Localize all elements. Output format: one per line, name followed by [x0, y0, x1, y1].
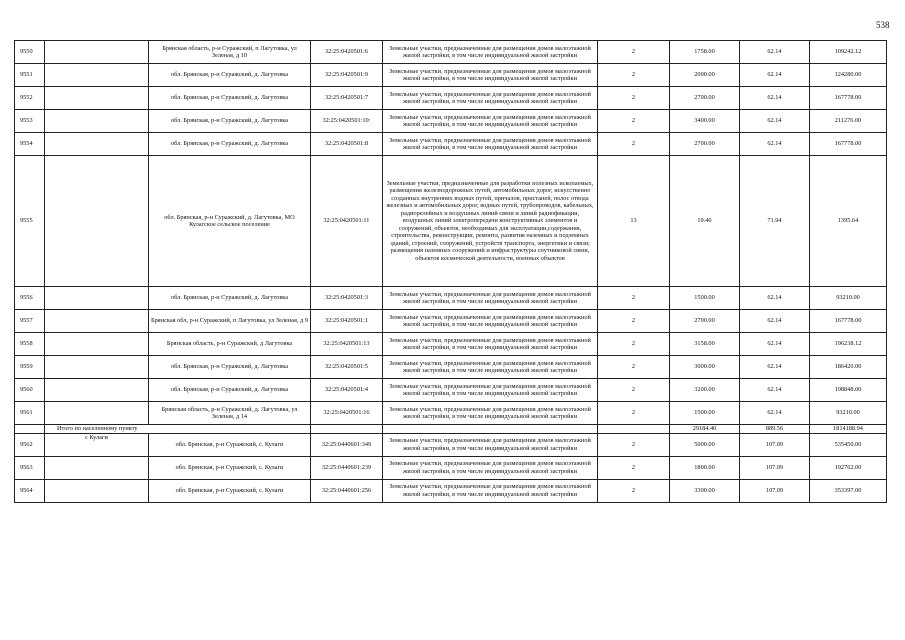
cadastral-number-cell: 32:25:0420501:5: [311, 356, 383, 379]
specific-value-cell: 62.14: [740, 110, 810, 133]
cadastral-number-cell: 32:25:0440601:239: [311, 456, 383, 479]
category-cell: 2: [598, 479, 670, 502]
cadastral-number-cell: 32:25:0420501:7: [311, 87, 383, 110]
land-register-table: [14, 40, 887, 503]
empty-cell: [45, 133, 149, 156]
table-row: [15, 456, 887, 479]
permitted-use-cell: Земельные участки, предназначенные для размещения домов малоэтажной жилой застройки, в том числе индивидуальной жилой застройки: [383, 87, 598, 110]
table-row: [15, 64, 887, 87]
area-cell: 2700.00: [670, 87, 740, 110]
permitted-use-cell: Земельные участки, предназначенные для размещения домов малоэтажной жилой застройки, в том числе индивидуальной жилой застройки: [383, 333, 598, 356]
category-cell: 2: [598, 356, 670, 379]
cadastral-number-cell: 32:25:0420501:16: [311, 402, 383, 425]
category-cell: 2: [598, 379, 670, 402]
row-number: 9551: [15, 64, 45, 87]
category-cell: 2: [598, 41, 670, 64]
row-number: 9560: [15, 379, 45, 402]
empty-cell: [45, 110, 149, 133]
specific-value-cell: 62.14: [740, 64, 810, 87]
category-cell: 2: [598, 456, 670, 479]
address-cell: Брянская обл, р-н Суражский, п Лагутовка, ул Зеленая, д 9: [149, 310, 311, 333]
cadastral-value-cell: 93210.00: [810, 402, 887, 425]
table-row: [15, 310, 887, 333]
address-cell: обл. Брянская, р-н Суражский, д. Лагутовка: [149, 287, 311, 310]
table-row: [15, 433, 887, 456]
permitted-use-cell: Земельные участки, предназначенные для размещения домов малоэтажной жилой застройки, в том числе индивидуальной жилой застройки: [383, 64, 598, 87]
cadastral-number-cell: 32:25:0420501:8: [311, 133, 383, 156]
table-row: [15, 133, 887, 156]
cadastral-value-cell: 535450.00: [810, 433, 887, 456]
area-cell: 2000.00: [670, 64, 740, 87]
cadastral-value-cell: 109242.12: [810, 41, 887, 64]
area-cell: 5000.00: [670, 433, 740, 456]
empty-cell: [311, 425, 383, 434]
cadastral-value-cell: 211276.00: [810, 110, 887, 133]
row-number: 9550: [15, 41, 45, 64]
table-row: [15, 479, 887, 502]
permitted-use-cell: Земельные участки, предназначенные для размещения домов малоэтажной жилой застройки, в том числе индивидуальной жилой застройки: [383, 133, 598, 156]
permitted-use-cell: Земельные участки, предназначенные для размещения домов малоэтажной жилой застройки, в том числе индивидуальной жилой застройки: [383, 356, 598, 379]
row-number: 9561: [15, 402, 45, 425]
total-rate: 889.56: [740, 425, 810, 434]
row-number: 9564: [15, 479, 45, 502]
cadastral-value-cell: 167778.00: [810, 133, 887, 156]
cadastral-number-cell: 32:25:0420501:3: [311, 287, 383, 310]
address-cell: обл. Брянская, р-н Суражский, д. Лагутовка: [149, 87, 311, 110]
row-number: 9555: [15, 156, 45, 287]
permitted-use-cell: Земельные участки, предназначенные для размещения домов малоэтажной жилой застройки, в том числе индивидуальной жилой застройки: [383, 110, 598, 133]
permitted-use-cell: Земельные участки, предназначенные для размещения домов малоэтажной жилой застройки, в том числе индивидуальной жилой застройки: [383, 456, 598, 479]
specific-value-cell: 62.14: [740, 87, 810, 110]
row-number: 9557: [15, 310, 45, 333]
empty-cell: [45, 402, 149, 425]
area-cell: 3000.00: [670, 356, 740, 379]
address-cell: обл. Брянская, р-н Суражский, с. Кулаги: [149, 433, 311, 456]
empty-cell: [45, 379, 149, 402]
address-cell: обл. Брянская, р-н Суражский, д. Лагутовка: [149, 379, 311, 402]
address-cell: Брянская область, р-н Суражский, д Лагутовка: [149, 333, 311, 356]
cadastral-value-cell: 353397.00: [810, 479, 887, 502]
specific-value-cell: 71.94: [740, 156, 810, 287]
row-number: 9554: [15, 133, 45, 156]
cadastral-value-cell: 93210.00: [810, 287, 887, 310]
specific-value-cell: 62.14: [740, 287, 810, 310]
specific-value-cell: 62.14: [740, 41, 810, 64]
area-cell: 2700.00: [670, 310, 740, 333]
area-cell: 2700.00: [670, 133, 740, 156]
row-number: 9553: [15, 110, 45, 133]
empty-cell: [45, 156, 149, 287]
category-cell: 2: [598, 402, 670, 425]
cadastral-number-cell: 32:25:0420501:6: [311, 41, 383, 64]
area-cell: 1758.00: [670, 41, 740, 64]
cadastral-number-cell: 32:25:0420501:10:: [311, 110, 383, 133]
empty-cell: [15, 425, 45, 434]
table-row: [15, 379, 887, 402]
permitted-use-cell: Земельные участки, предназначенные для размещения домов малоэтажной жилой застройки, в том числе индивидуальной жилой застройки: [383, 402, 598, 425]
category-cell: 2: [598, 310, 670, 333]
cadastral-number-cell: 32:25:0440601:256: [311, 479, 383, 502]
specific-value-cell: 107.09: [740, 479, 810, 502]
category-cell: 13: [598, 156, 670, 287]
specific-value-cell: 62.14: [740, 333, 810, 356]
area-cell: 3300.00: [670, 479, 740, 502]
category-cell: 2: [598, 64, 670, 87]
category-cell: 2: [598, 133, 670, 156]
table-row: [15, 287, 887, 310]
empty-cell: [45, 333, 149, 356]
section-title: с Кулаги: [85, 433, 108, 441]
address-cell: обл. Брянская, р-н Суражский, с. Кулаги: [149, 456, 311, 479]
permitted-use-cell: Земельные участки, предназначенные для размещения домов малоэтажной жилой застройки, в том числе индивидуальной жилой застройки: [383, 287, 598, 310]
area-cell: 1800.00: [670, 456, 740, 479]
cadastral-value-cell: 186420.00: [810, 356, 887, 379]
row-number: 9559: [15, 356, 45, 379]
section-title-cell: [45, 433, 149, 456]
table-row: [15, 41, 887, 64]
address-cell: Брянская область, р-н Суражский, д. Лагутовка, ул Зеленая, д 14: [149, 402, 311, 425]
empty-cell: [45, 310, 149, 333]
address-cell: обл. Брянская, р-н Суражский, д. Лагутовка: [149, 356, 311, 379]
table-row: [15, 87, 887, 110]
total-row: [15, 425, 887, 434]
specific-value-cell: 62.14: [740, 356, 810, 379]
row-number: 9552: [15, 87, 45, 110]
specific-value-cell: 107.09: [740, 433, 810, 456]
table-row: [15, 156, 887, 287]
empty-cell: [45, 64, 149, 87]
area-cell: 1500.00: [670, 287, 740, 310]
area-cell: 1500.00: [670, 402, 740, 425]
permitted-use-cell: Земельные участки, предназначенные для размещения домов малоэтажной жилой застройки, в том числе индивидуальной жилой застройки: [383, 41, 598, 64]
empty-cell: [45, 479, 149, 502]
table-row: [15, 402, 887, 425]
empty-cell: [45, 356, 149, 379]
category-cell: 2: [598, 287, 670, 310]
category-cell: 2: [598, 110, 670, 133]
specific-value-cell: 62.14: [740, 133, 810, 156]
permitted-use-cell: Земельные участки, предназначенные для размещения домов малоэтажной жилой застройки, в том числе индивидуальной жилой застройки: [383, 310, 598, 333]
address-cell: обл. Брянская, р-н Суражский, д. Лагутовка: [149, 110, 311, 133]
area-cell: 3400.00: [670, 110, 740, 133]
permitted-use-cell: Земельные участки, предназначенные для размещения домов малоэтажной жилой застройки, в том числе индивидуальной жилой застройки: [383, 479, 598, 502]
empty-cell: [45, 87, 149, 110]
empty-cell: [45, 287, 149, 310]
cadastral-number-cell: 32:25:0420501:13: [311, 333, 383, 356]
cadastral-number-cell: 32:25:0420501:9: [311, 64, 383, 87]
specific-value-cell: 62.14: [740, 379, 810, 402]
category-cell: 2: [598, 333, 670, 356]
specific-value-cell: 62.14: [740, 402, 810, 425]
cadastral-value-cell: 192762.00: [810, 456, 887, 479]
row-number: 9556: [15, 287, 45, 310]
row-number: 9558: [15, 333, 45, 356]
page-number: 538: [876, 20, 890, 30]
address-cell: обл. Брянская, р-н Суражский, с. Кулаги: [149, 479, 311, 502]
specific-value-cell: 107.09: [740, 456, 810, 479]
table-row: [15, 110, 887, 133]
row-number: 9562: [15, 433, 45, 456]
category-cell: 2: [598, 433, 670, 456]
permitted-use-cell: Земельные участки, предназначенные для размещения домов малоэтажной жилой застройки, в том числе индивидуальной жилой застройки: [383, 433, 598, 456]
category-cell: 2: [598, 87, 670, 110]
cadastral-number-cell: 32:25:0420501:1: [311, 310, 383, 333]
area-cell: 3158.00: [670, 333, 740, 356]
row-number: 9563: [15, 456, 45, 479]
total-cost: 1814188.94: [810, 425, 887, 434]
specific-value-cell: 62.14: [740, 310, 810, 333]
empty-cell: [45, 41, 149, 64]
total-area: 29184.40: [670, 425, 740, 434]
empty-cell: [45, 456, 149, 479]
address-cell: обл. Брянская, р-н Суражский, д. Лагутовка, МО Кулагское сельское поселение: [149, 156, 311, 287]
address-cell: Брянская область, р-н Суражский, п Лагутовка, ул Зеленая, д 10: [149, 41, 311, 64]
cadastral-value-cell: 198848.00: [810, 379, 887, 402]
cadastral-value-cell: 124280.00: [810, 64, 887, 87]
cadastral-value-cell: 167778.00: [810, 87, 887, 110]
cadastral-number-cell: 32:25:0420501:4: [311, 379, 383, 402]
address-cell: обл. Брянская, р-н Суражский, д. Лагутовка: [149, 133, 311, 156]
area-cell: 3200.00: [670, 379, 740, 402]
cadastral-value-cell: 196238.12: [810, 333, 887, 356]
cadastral-value-cell: 167778.00: [810, 310, 887, 333]
permitted-use-cell: Земельные участки, предназначенные для размещения домов малоэтажной жилой застройки, в том числе индивидуальной жилой застройки: [383, 379, 598, 402]
address-cell: обл. Брянская, р-н Суражский, д. Лагутовка: [149, 64, 311, 87]
cadastral-number-cell: 32:25:0420501:11: [311, 156, 383, 287]
cadastral-number-cell: 32:25:0440601:349: [311, 433, 383, 456]
table-row: [15, 356, 887, 379]
cadastral-value-cell: 1395.64: [810, 156, 887, 287]
empty-cell: [383, 425, 598, 434]
area-cell: 19.40: [670, 156, 740, 287]
table-row: [15, 333, 887, 356]
permitted-use-cell: Земельные участки, предназначенные для разработки полезных ископаемых, размещения железнодорожных путей, автомобильных дорог, искусственно созданных внутренних водных путей, причалов, пристаней, полос отвода железных и автомобильных дорог, водных путей, трубопроводов, кабельных, радиорелейных и воздушных линий связи и линий радиофикации, воздушных линий электропередачи конструктивных элементов и сооружений, объектов, необходимых для эксплуатации,содержания, строительства, реконструкции, ремонта, развития наземных и подземных зданий, строений, сооружений, устройств транспорта, энергетики и связи; размещения наземных сооружений и инфраструктуры спутниковой связи, объектов космической деятельности, военных объектов: [383, 156, 598, 287]
empty-cell: [598, 425, 670, 434]
total-label: Итого по населенному пункту: [45, 425, 311, 434]
